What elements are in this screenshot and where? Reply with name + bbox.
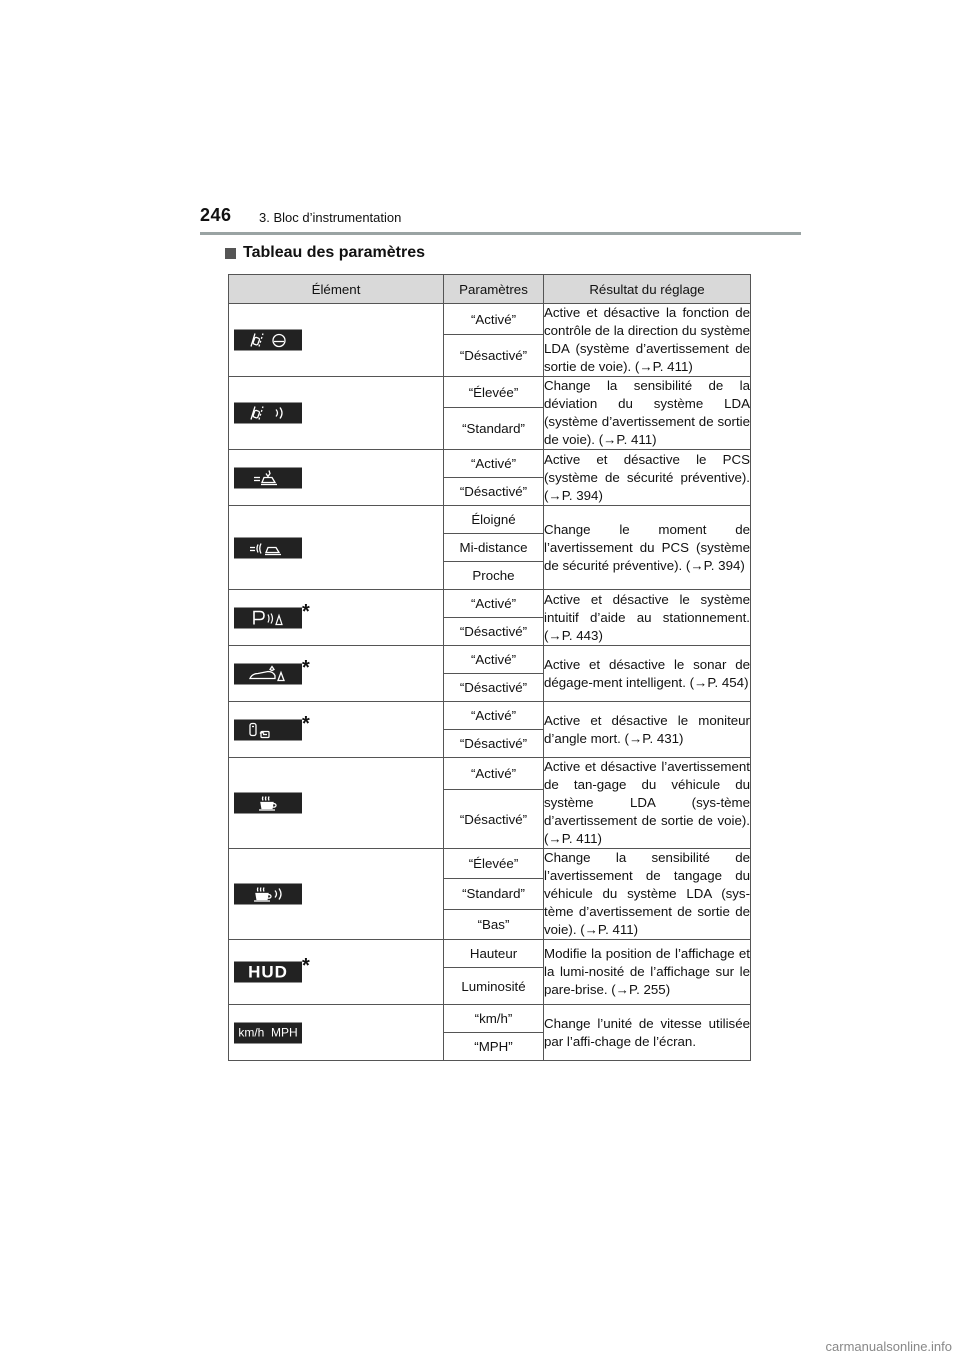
result-cell: Active et désactive l’avertissement de tan-gage du véhicule du système LDA (sys-tème d’avertissement de sortie de voie). (→P. 411)	[544, 758, 751, 849]
element-cell	[229, 377, 444, 450]
section-title: Tableau des paramètres	[243, 244, 426, 261]
result-cell: Active et désactive le moniteur d’angle mort. (→P. 431)	[544, 702, 751, 758]
param-cell: “Standard”	[444, 408, 544, 450]
element-cell	[229, 1005, 444, 1061]
param-cell: “MPH”	[444, 1033, 544, 1061]
header-parameters: Paramètres	[444, 275, 544, 304]
element-cell	[229, 646, 444, 702]
footnote-star: *	[302, 954, 310, 977]
param-cell: “Activé”	[444, 450, 544, 478]
table-row	[229, 590, 751, 618]
page-number: 246	[200, 205, 232, 225]
param-cell: “Bas”	[444, 909, 544, 939]
result-cell: Modifie la position de l’affichage et la lumi-nosité de l’affichage sur le pare-brise. (→P. 255)	[544, 940, 751, 1005]
pcs-warning-timing-icon	[234, 537, 302, 558]
header-rule	[200, 232, 801, 235]
param-cell: “Désactivé”	[444, 335, 544, 377]
element-cell	[229, 590, 444, 646]
header-element: Élément	[229, 275, 444, 304]
param-cell: “Désactivé”	[444, 790, 544, 849]
coffee-cup-sensitivity-icon	[234, 884, 302, 905]
param-cell: “Désactivé”	[444, 730, 544, 758]
section-heading	[225, 244, 425, 262]
table-row	[229, 1005, 751, 1033]
result-cell: Change la sensibilité de la déviation du système LDA (système d’avertissement de sortie de voie). (→P. 411)	[544, 377, 751, 450]
param-cell: “Désactivé”	[444, 618, 544, 646]
result-cell: Change le moment de l’avertissement du PCS (système de sécurité préventive). (→P. 394)	[544, 506, 751, 590]
param-cell: “Activé”	[444, 646, 544, 674]
param-cell: Proche	[444, 562, 544, 590]
table-row	[229, 450, 751, 478]
parking-assist-icon	[234, 607, 302, 628]
table-row	[229, 304, 751, 335]
param-cell: Mi-distance	[444, 534, 544, 562]
param-cell: Hauteur	[444, 940, 544, 968]
element-cell	[229, 506, 444, 590]
footnote-star: *	[302, 600, 310, 623]
table-row	[229, 377, 751, 408]
table-row	[229, 940, 751, 968]
result-cell: Change l’unité de vitesse utilisée par l’affi-chage de l’écran.	[544, 1005, 751, 1061]
element-cell	[229, 304, 444, 377]
hud-icon	[234, 962, 302, 983]
coffee-cup-icon	[234, 793, 302, 814]
param-cell: Luminosité	[444, 968, 544, 1005]
param-cell: “Activé”	[444, 304, 544, 335]
table-row	[229, 758, 751, 790]
param-cell: “Activé”	[444, 590, 544, 618]
table-header-row	[229, 275, 751, 304]
result-cell: Change la sensibilité de l’avertissement de tangage du véhicule du système LDA (sys-tème d’avertissement de sortie de voie). (→P. 411)	[544, 849, 751, 940]
param-cell: “Élevée”	[444, 849, 544, 879]
result-cell: Active et désactive le PCS (système de sécurité préventive). (→P. 394)	[544, 450, 751, 506]
result-cell: Active et désactive la fonction de contrôle de la direction du système LDA (système d’avertissement de sortie de voie). (→P. 411)	[544, 304, 751, 377]
pcs-icon	[234, 467, 302, 488]
lda-steering-control-icon	[234, 330, 302, 351]
footnote-star: *	[302, 656, 310, 679]
footnote-star: *	[302, 712, 310, 735]
header-result: Résultat du réglage	[544, 275, 751, 304]
result-cell: Active et désactive le système intuitif d’aide au stationnement. (→P. 443)	[544, 590, 751, 646]
clearance-sonar-icon	[234, 663, 302, 684]
element-cell	[229, 940, 444, 1005]
param-cell: Éloigné	[444, 506, 544, 534]
param-cell: “Désactivé”	[444, 478, 544, 506]
speed-unit-icon	[234, 1022, 302, 1043]
param-cell: “Activé”	[444, 702, 544, 730]
table-row	[229, 506, 751, 534]
result-cell: Active et désactive le sonar de dégage-ment intelligent. (→P. 454)	[544, 646, 751, 702]
watermark: carmanualsonline.info	[825, 1339, 952, 1354]
table-row	[229, 702, 751, 730]
table-row	[229, 849, 751, 879]
square-bullet-icon	[225, 248, 236, 259]
param-cell: “Désactivé”	[444, 674, 544, 702]
element-cell	[229, 758, 444, 849]
settings-table	[228, 274, 751, 1061]
element-cell	[229, 702, 444, 758]
speed-unit-icon-text: km/h MPH	[238, 1025, 298, 1040]
param-cell: “Activé”	[444, 758, 544, 790]
element-cell	[229, 849, 444, 940]
chapter-title: 3. Bloc d’instrumentation	[259, 210, 402, 225]
element-cell	[229, 450, 444, 506]
blind-spot-monitor-icon	[234, 719, 302, 740]
hud-icon-text: HUD	[248, 962, 288, 981]
table-row	[229, 646, 751, 674]
param-cell: “Élevée”	[444, 377, 544, 408]
param-cell: “Standard”	[444, 879, 544, 909]
param-cell: “km/h”	[444, 1005, 544, 1033]
lda-sensitivity-icon	[234, 403, 302, 424]
